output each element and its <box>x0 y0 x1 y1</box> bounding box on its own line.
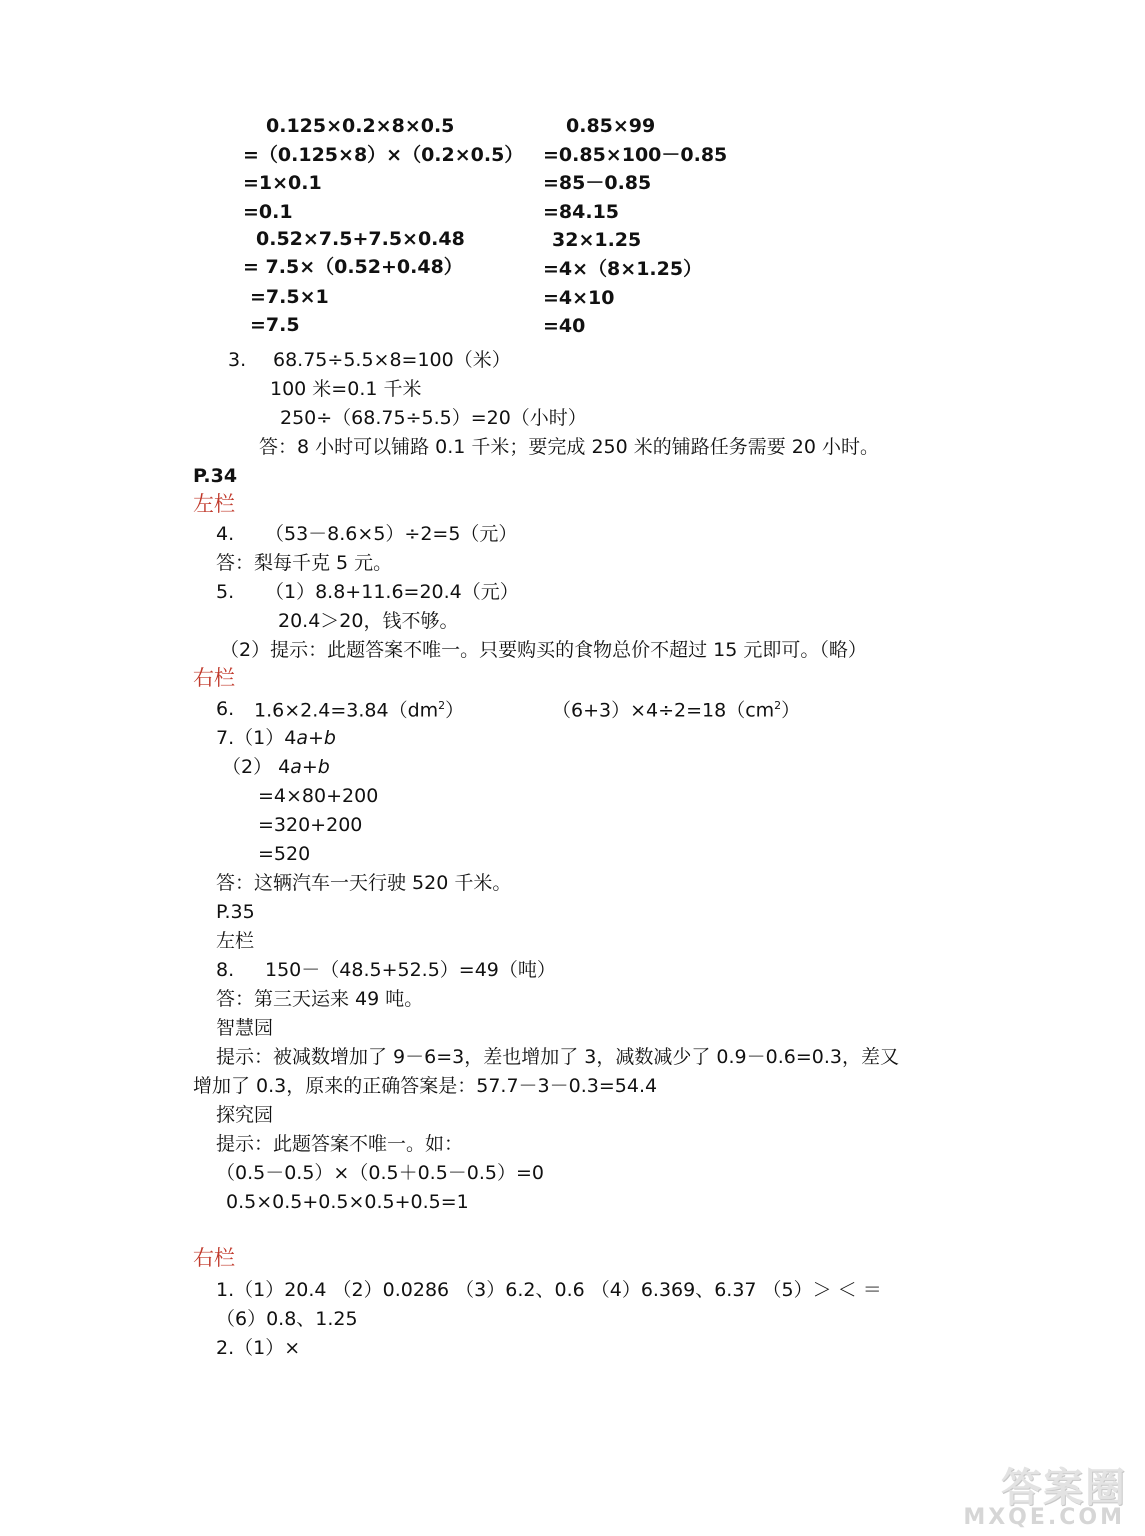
q6-area-dm-close: ） <box>445 699 465 722</box>
q8-answer: 答：第三天运来 49 吨。 <box>216 988 424 1010</box>
q6-area-dm-text: 1.6×2.4=3.84（dm <box>254 699 439 722</box>
q7-answer: 答：这辆汽车一天行驶 520 千米。 <box>216 872 512 894</box>
q3-number: 3. <box>228 349 247 371</box>
calc-left-line-2: =（0.125×8）×（0.2×0.5） <box>243 144 524 166</box>
calc-right-line-5: 32×1.25 <box>552 229 642 251</box>
calc-right-line-7: =4×10 <box>543 287 615 309</box>
q3-line-3: 250÷（68.75÷5.5）=20（小时） <box>280 407 587 429</box>
tanjiu-example-2: 0.5×0.5+0.5×0.5+0.5=1 <box>226 1191 469 1213</box>
q4-answer: 答：梨每千克 5 元。 <box>216 552 393 574</box>
q3-line-1: 68.75÷5.5×8=100（米） <box>273 349 511 371</box>
calc-left-line-5: 0.52×7.5+7.5×0.48 <box>256 228 465 250</box>
q5-number: 5. <box>216 581 235 603</box>
q6-area-cm-exponent: 2 <box>774 699 782 712</box>
page-label-p34: P.34 <box>193 465 238 487</box>
q7-part-1-text: 7.（1）4 <box>216 727 297 749</box>
q7-step-2: =320+200 <box>258 814 363 836</box>
q6-area-cm <box>552 700 800 720</box>
calc-right-line-1: 0.85×99 <box>566 115 656 137</box>
q3-line-2: 100 米=0.1 千米 <box>270 378 422 400</box>
calc-right-line-4: =84.15 <box>543 201 620 223</box>
calc-right-line-8: =40 <box>543 315 586 337</box>
column-label-right-p35: 右栏 <box>193 1246 235 1270</box>
q7-part-2-text: （2） 4 <box>222 756 291 778</box>
zhihui-tip-line-1: 提示：被减数增加了 9－6=3，差也增加了 3，减数减少了 0.9－0.6=0.3，差又 <box>216 1046 899 1068</box>
calc-left-line-7: =7.5×1 <box>250 286 329 308</box>
q7-step-3: =520 <box>258 843 311 865</box>
q7-step-1: =4×80+200 <box>258 785 379 807</box>
q5-part-1-conclusion: 20.4＞20，钱不够。 <box>278 610 459 632</box>
calc-left-line-4: =0.1 <box>243 201 293 223</box>
q3-answer: 答：8 小时可以铺路 0.1 千米；要完成 250 米的铺路任务需要 20 小时。 <box>259 436 880 458</box>
column-label-left-p34: 左栏 <box>193 492 235 516</box>
calc-left-line-3: =1×0.1 <box>243 172 322 194</box>
watermark-site: MXQE.COM <box>963 1505 1125 1530</box>
right-q1-line-2: （6）0.8、1.25 <box>216 1308 358 1330</box>
tanjiu-tip: 提示：此题答案不唯一。如： <box>216 1133 464 1155</box>
right-q2-line-1: 2.（1）× <box>216 1337 301 1359</box>
calc-left-line-6: = 7.5×（0.52+0.48） <box>243 256 463 278</box>
page-label-p35: P.35 <box>216 901 255 923</box>
tanjiu-example-1: （0.5－0.5）×（0.5＋0.5－0.5）=0 <box>216 1162 545 1184</box>
q5-part-2: （2）提示：此题答案不唯一。只要购买的食物总价不超过 15 元即可。（略） <box>220 639 867 661</box>
q7-part-2 <box>222 758 330 777</box>
calc-left-line-1: 0.125×0.2×8×0.5 <box>266 115 455 137</box>
calc-left-line-8: =7.5 <box>250 314 300 336</box>
q6-area-cm-close: ） <box>781 699 801 722</box>
q6-area-dm-exponent: 2 <box>438 699 446 712</box>
q4-number: 4. <box>216 523 235 545</box>
q8-number: 8. <box>216 959 235 981</box>
q6-area-dm <box>254 700 464 720</box>
watermark-logo <box>925 1456 1135 1530</box>
q7-part-1-expression: a+b <box>296 727 336 749</box>
right-q1-line-1: 1.（1）20.4 （2）0.0286 （3）6.2、0.6 （4）6.369、6.37 （5）＞ ＜ ＝ <box>216 1279 882 1301</box>
q6-area-cm-text: （6+3）×4÷2=18（cm <box>552 699 775 722</box>
q7-part-1 <box>216 729 336 748</box>
calc-right-line-2: =0.85×100－0.85 <box>543 144 728 166</box>
column-label-left-p35: 左栏 <box>216 930 255 952</box>
watermark-logo-text: 答案圈 <box>1001 1465 1127 1511</box>
q5-part-1: （1）8.8+11.6=20.4（元） <box>265 581 519 603</box>
section-zhihui-title: 智慧园 <box>216 1017 274 1039</box>
calc-right-line-6: =4×（8×1.25） <box>543 258 703 280</box>
q4-solution: （53－8.6×5）÷2=5（元） <box>265 523 518 545</box>
section-tanjiu-title: 探究园 <box>216 1104 274 1126</box>
q8-solution: 150－（48.5+52.5）=49（吨） <box>265 959 556 981</box>
calc-right-line-3: =85－0.85 <box>543 172 652 194</box>
q6-number: 6. <box>216 698 235 720</box>
column-label-right-p34: 右栏 <box>193 666 235 690</box>
zhihui-tip-line-2: 增加了 0.3，原来的正确答案是：57.7－3－0.3=54.4 <box>193 1075 658 1097</box>
q7-part-2-expression: a+b <box>290 756 330 778</box>
